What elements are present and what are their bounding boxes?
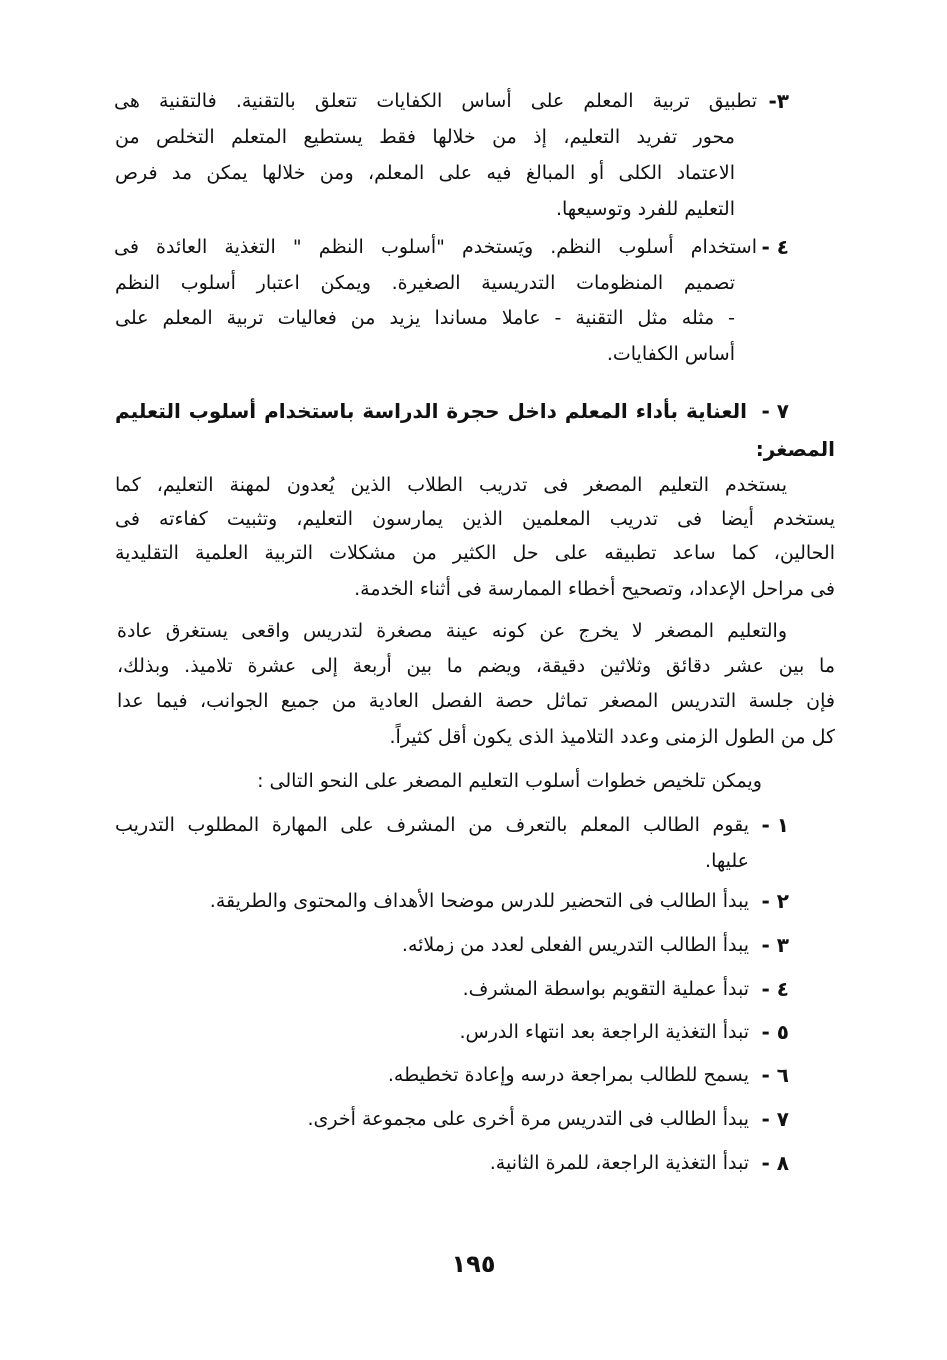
item-4-marker: ٤ - <box>761 235 789 259</box>
heading-line-1: العناية بأداء المعلم داخل حجرة الدراسة باستخدام أسلوب التعليم <box>115 399 747 423</box>
heading-line-2: المصغر: <box>755 437 835 461</box>
step-1-marker: ١ - <box>761 813 789 837</box>
paragraph-2-line-3: فإن جلسة التدريس المصغر تماثل حصة الفصل العادية من جميع الجوانب، فيما عدا <box>117 690 835 712</box>
step-3-marker: ٣ - <box>761 933 789 957</box>
paragraph-1-line-3: الحالين، كما ساعد تطبيقه على حل الكثير من مشكلات التربية العلمية التقليدية <box>115 542 835 564</box>
item-3-line-2: محور تفريد التعليم، إذ من خلالها فقط يستطيع المتعلم التخلص من <box>115 126 735 148</box>
step-1-cont: عليها. <box>705 850 749 872</box>
item-4-line-3: - مثله مثل التقنية - عاملا مساندا يزيد من فعاليات تربية المعلم على <box>115 307 735 329</box>
item-3-marker: ٣- <box>768 89 789 113</box>
paragraph-2-line-1: والتعليم المصغر لا يخرج عن كونه عينة مصغرة لتدريس واقعى يستغرق عادة <box>117 620 787 642</box>
item-4-line-4: أساس الكفايات. <box>606 343 735 365</box>
item-3-line-4: التعليم للفرد وتوسيعها. <box>555 198 735 220</box>
step-5-text: تبدأ التغذية الراجعة بعد انتهاء الدرس. <box>459 1021 749 1043</box>
item-3-line-1: تطبيق تربية المعلم على أساس الكفايات تتعلق بالتقنية. فالتقنية هى <box>114 90 757 112</box>
step-2-marker: ٢ - <box>761 889 789 913</box>
paragraph-1-line-1: يستخدم التعليم المصغر فى تدريب الطلاب الذين يُعدون لمهنة التعليم، كما <box>115 474 787 496</box>
step-5-marker: ٥ - <box>761 1020 789 1044</box>
paragraph-2-line-2: ما بين عشر دقائق وثلاثين دقيقة، ويضم ما بين أربعة إلى عشرة تلاميذ. وبذلك، <box>117 655 835 677</box>
step-7-marker: ٧ - <box>761 1107 789 1131</box>
step-6-marker: ٦ - <box>761 1063 789 1087</box>
step-7-text: يبدأ الطالب فى التدريس مرة أخرى على مجموعة أخرى. <box>307 1108 749 1130</box>
heading-marker: ٧ - <box>761 399 789 423</box>
step-6-text: يسمح للطالب بمراجعة درسه وإعادة تخطيطه. <box>387 1064 749 1086</box>
item-4-line-1: استخدام أسلوب النظم. ويَستخدم "أسلوب النظم " التغذية العائدة فى <box>114 236 757 258</box>
step-3-text: يبدأ الطالب التدريس الفعلى لعدد من زملائه. <box>401 934 749 956</box>
paragraph-1-line-4: فى مراحل الإعداد، وتصحيح أخطاء الممارسة فى أثناء الخدمة. <box>354 578 835 600</box>
page-number: ١٩٥ <box>451 1250 496 1278</box>
step-8-text: تبدأ التغذية الراجعة، للمرة الثانية. <box>489 1152 749 1174</box>
paragraph-1-line-2: يستخدم أيضا فى تدريب المعلمين الذين يمارسون التعليم، وتثبيت كفاءته فى <box>115 508 835 530</box>
step-1-text: يقوم الطالب المعلم بالتعرف من المشرف على المهارة المطلوب التدريب <box>115 814 749 836</box>
step-2-text: يبدأ الطالب فى التحضير للدرس موضحا الأهداف والمحتوى والطريقة. <box>209 890 749 912</box>
step-4-text: تبدأ عملية التقويم بواسطة المشرف. <box>462 978 749 1000</box>
steps-intro: ويمكن تلخيص خطوات أسلوب التعليم المصغر على النحو التالى : <box>257 770 762 792</box>
step-4-marker: ٤ - <box>761 977 789 1001</box>
paragraph-2-line-4: كل من الطول الزمنى وعدد التلاميذ الذى يكون أقل كثيراً. <box>389 726 835 748</box>
item-3-line-3: الاعتماد الكلى أو المبالغ فيه على المعلم، ومن خلالها يمكن مد فرص <box>115 162 735 184</box>
item-4-line-2: تصميم المنظومات التدريسية الصغيرة. ويمكن اعتبار أسلوب النظم <box>115 272 735 294</box>
step-8-marker: ٨ - <box>761 1151 789 1175</box>
